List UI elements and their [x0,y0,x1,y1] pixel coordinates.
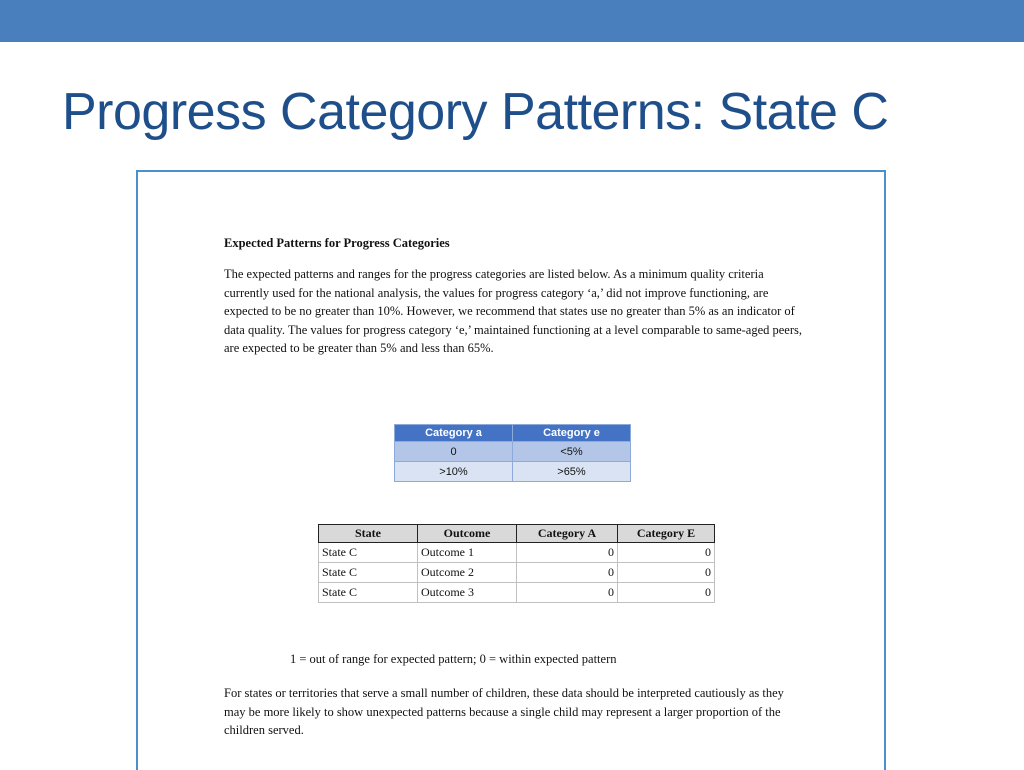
slide-title: Progress Category Patterns: State C [62,83,889,141]
closing-paragraph: For states or territories that serve a small number of children, these data should be interpreted cautiously as they may be more likely to show unexpected patterns because a single child may represent a larger proportion of the children served. [224,686,784,737]
slide-top-bar [0,0,1024,42]
document-heading: Expected Patterns for Progress Categories [224,236,450,250]
column-header-category-e: Category E [618,525,715,543]
table-cell-category-a: 0 [517,563,618,583]
document-paragraph: The expected patterns and ranges for the progress categories are listed below. As a minimum quality criteria currently used for the national analysis, the values for progress category ‘a,’ did not improve functioning, are expected to be no greater than 10%. However, we recommend that states use no greater than 5% as an indicator of data quality. The values for progress category ‘e,’ maintained functioning at a level comparable to same-aged peers, are expected to be greater than 5% and less than 65%. [224,267,803,355]
table-cell: >10% [395,462,513,482]
table-cell-outcome: Outcome 2 [418,563,517,583]
table-header-row [319,525,715,543]
table-row [395,462,631,482]
expected-patterns-table [394,424,631,482]
column-header-state: State [319,525,418,543]
table-cell-category-e: 0 [618,563,715,583]
table-cell-outcome: Outcome 1 [418,543,517,563]
document-content [224,236,804,737]
column-header-category-e: Category e [513,425,631,442]
table-cell: <5% [513,442,631,462]
legend-note: 1 = out of range for expected pattern; 0 = within expected pattern [290,652,617,666]
table-cell-category-a: 0 [517,583,618,603]
table-row [319,563,715,583]
table-row [319,583,715,603]
table-cell-state: State C [319,583,418,603]
table-cell-state: State C [319,543,418,563]
table-row [319,543,715,563]
table-row [395,442,631,462]
table-cell: 0 [395,442,513,462]
table-cell-category-e: 0 [618,543,715,563]
table-header-row [395,425,631,442]
column-header-category-a: Category a [395,425,513,442]
table-cell: >65% [513,462,631,482]
column-header-category-a: Category A [517,525,618,543]
state-results-table [318,524,715,603]
table-cell-state: State C [319,563,418,583]
table-cell-category-e: 0 [618,583,715,603]
document-image-frame [136,170,886,770]
column-header-outcome: Outcome [418,525,517,543]
table-cell-outcome: Outcome 3 [418,583,517,603]
table-cell-category-a: 0 [517,543,618,563]
